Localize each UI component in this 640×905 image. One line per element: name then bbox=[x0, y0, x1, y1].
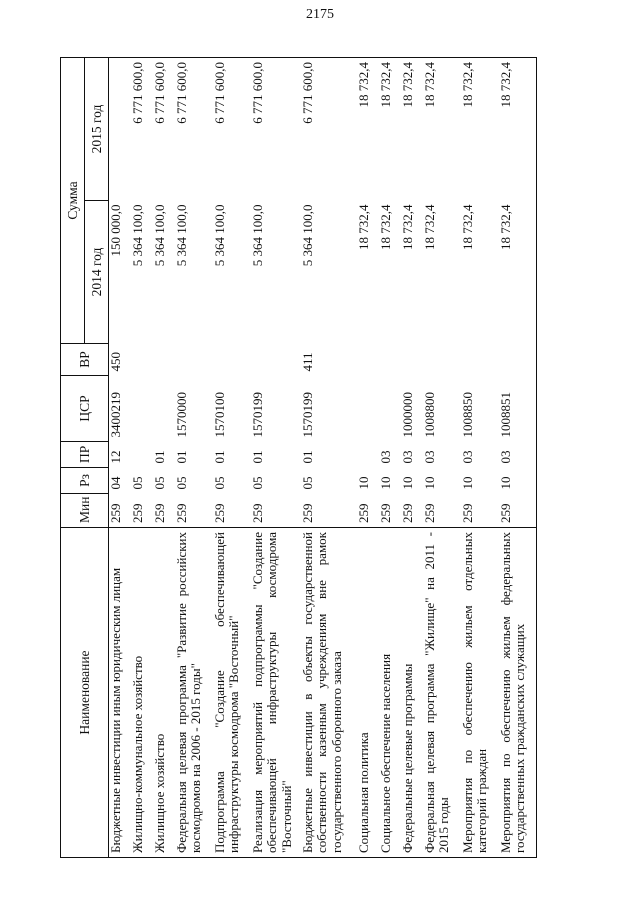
table-container bbox=[60, 58, 580, 858]
header-sum: Сумма bbox=[61, 57, 85, 343]
row-name: Реализация мероприятий подпрограммы "Создание обеспечивающей инфраструктуры космодрома "Восточный" bbox=[251, 528, 301, 858]
row-csr: 1008800 bbox=[421, 392, 437, 438]
row-vr bbox=[499, 344, 537, 376]
row-min: 259 bbox=[173, 503, 189, 523]
row-sum-2014: 5 364 100,0 bbox=[173, 204, 189, 267]
row-rz: 04 bbox=[108, 476, 123, 490]
row-min: 259 bbox=[459, 503, 475, 523]
row-rz: 05 bbox=[211, 476, 227, 490]
header-vr: ВР bbox=[61, 344, 109, 376]
row-rz: 10 bbox=[499, 468, 537, 494]
table-row bbox=[401, 57, 423, 857]
row-vr: 450 bbox=[108, 352, 123, 372]
row-name: Жилищно-коммунальное хозяйство bbox=[131, 528, 153, 858]
row-name: Бюджетные инвестиции в объекты государственной собственности казенным учреждениям вне рамок государственного оборонного заказа bbox=[301, 528, 357, 858]
table-row bbox=[357, 57, 379, 857]
row-sum-2015: 18 732,4 bbox=[401, 57, 423, 200]
row-sum-2015: 6 771 600,0 bbox=[213, 57, 251, 200]
row-min: 259 bbox=[421, 503, 437, 523]
row-sum-2015: 6 771 600,0 bbox=[153, 57, 175, 200]
row-rz: 10 bbox=[377, 476, 393, 490]
row-vr bbox=[131, 344, 153, 376]
table-row bbox=[251, 57, 301, 857]
row-sum-2015: 18 732,4 bbox=[461, 57, 499, 200]
row-pr: 01 bbox=[173, 450, 189, 464]
header-2014: 2014 год bbox=[85, 201, 109, 344]
row-name: Бюджетные инвестиции иным юридическим лицам bbox=[109, 528, 131, 858]
row-min: 259 bbox=[299, 503, 315, 523]
header-name: Наименование bbox=[61, 528, 109, 858]
row-name: Подпрограмма "Создание обеспечивающей инфраструктуры космодрома "Восточный" bbox=[213, 528, 251, 858]
row-min: 259 bbox=[355, 503, 371, 523]
row-sum-2015: 18 732,4 bbox=[379, 57, 401, 200]
row-vr: 411 bbox=[299, 352, 315, 372]
row-sum-2015: 18 732,4 bbox=[499, 57, 537, 200]
row-min: 259 bbox=[129, 503, 145, 523]
rotated-table-frame bbox=[60, 58, 580, 858]
table-row bbox=[153, 57, 175, 857]
table-row bbox=[131, 57, 153, 857]
row-sum-2014: 18 732,4 bbox=[355, 204, 371, 250]
row-min: 259 bbox=[151, 503, 167, 523]
header-rz: Рз bbox=[61, 468, 109, 494]
row-csr bbox=[357, 376, 379, 442]
row-sum-2015: 6 771 600,0 bbox=[251, 57, 301, 200]
row-name: Социальная политика bbox=[357, 528, 379, 858]
row-vr bbox=[461, 344, 499, 376]
row-sum-2015: 18 732,4 bbox=[357, 57, 379, 200]
row-csr bbox=[379, 376, 401, 442]
row-pr: 03 bbox=[399, 450, 415, 464]
row-min: 259 bbox=[249, 503, 265, 523]
row-name: Жилищное хозяйство bbox=[153, 528, 175, 858]
row-name: Мероприятия по обеспечению жильем отдельных категорий граждан bbox=[461, 528, 499, 858]
row-vr bbox=[251, 344, 301, 376]
row-sum-2015: 6 771 600,0 bbox=[175, 57, 213, 200]
table-row bbox=[423, 57, 461, 857]
row-pr: 03 bbox=[377, 450, 393, 464]
header-min: Мин bbox=[61, 494, 109, 528]
row-sum-2015: 6 771 600,0 bbox=[131, 57, 153, 200]
row-vr bbox=[357, 344, 379, 376]
row-pr bbox=[131, 442, 153, 468]
row-sum-2014: 5 364 100,0 bbox=[299, 204, 315, 267]
row-sum-2014: 18 732,4 bbox=[459, 204, 475, 250]
row-csr: 1570199 bbox=[299, 392, 315, 438]
table-row bbox=[175, 57, 213, 857]
row-min: 259 bbox=[108, 503, 123, 523]
budget-table bbox=[60, 57, 537, 858]
row-vr bbox=[379, 344, 401, 376]
row-vr bbox=[213, 344, 251, 376]
row-pr: 03 bbox=[421, 450, 437, 464]
row-name: Социальное обеспечение населения bbox=[379, 528, 401, 858]
row-min: 259 bbox=[499, 494, 537, 528]
row-sum-2014: 5 364 100,0 bbox=[151, 204, 167, 267]
row-sum-2014: 18 732,4 bbox=[377, 204, 393, 250]
row-rz: 05 bbox=[173, 476, 189, 490]
row-sum-2015: 6 771 600,0 bbox=[301, 57, 357, 200]
row-name: Федеральная целевая программа "Развитие российских космодромов на 2006 - 2015 годы" bbox=[175, 528, 213, 858]
table-row bbox=[213, 57, 251, 857]
header-2015: 2015 год bbox=[85, 57, 109, 200]
row-sum-2015 bbox=[109, 57, 131, 200]
row-pr: 01 bbox=[249, 450, 265, 464]
header-pr: ПР bbox=[61, 442, 109, 468]
row-sum-2014: 18 732,4 bbox=[421, 204, 437, 250]
row-rz: 10 bbox=[399, 476, 415, 490]
row-sum-2014: 5 364 100,0 bbox=[211, 204, 227, 267]
row-rz: 05 bbox=[151, 476, 167, 490]
row-rz: 10 bbox=[421, 476, 437, 490]
row-csr: 1570100 bbox=[211, 392, 227, 438]
row-rz: 05 bbox=[299, 476, 315, 490]
row-name: Мероприятия по обеспечению жильем федеральных государственных гражданских служащих bbox=[499, 528, 537, 858]
row-sum-2014: 18 732,4 bbox=[399, 204, 415, 250]
row-vr bbox=[423, 344, 461, 376]
row-csr: 1000000 bbox=[399, 392, 415, 438]
row-min: 259 bbox=[377, 503, 393, 523]
row-vr bbox=[175, 344, 213, 376]
row-sum-2014: 5 364 100,0 bbox=[249, 204, 265, 267]
row-sum-2014: 150 000,0 bbox=[108, 204, 123, 257]
row-csr: 3400219 bbox=[108, 392, 123, 438]
row-name: Федеральная целевая программа "Жилище" на 2011 - 2015 годы bbox=[423, 528, 461, 858]
table-row bbox=[461, 57, 499, 857]
row-pr: 01 bbox=[151, 450, 167, 464]
row-csr: 1008850 bbox=[459, 392, 475, 438]
row-csr bbox=[153, 376, 175, 442]
row-csr bbox=[131, 376, 153, 442]
table-row bbox=[301, 57, 357, 857]
row-csr: 1570000 bbox=[173, 392, 189, 438]
table-row bbox=[379, 57, 401, 857]
row-rz: 05 bbox=[249, 476, 265, 490]
table-body bbox=[109, 57, 537, 857]
row-pr bbox=[357, 442, 379, 468]
row-csr: 1570199 bbox=[249, 392, 265, 438]
row-rz: 10 bbox=[355, 476, 371, 490]
row-csr: 1008851 bbox=[499, 376, 537, 442]
row-pr: 01 bbox=[211, 450, 227, 464]
table-row bbox=[499, 57, 537, 857]
header-csr: ЦСР bbox=[61, 376, 109, 442]
row-pr: 03 bbox=[459, 450, 475, 464]
row-vr bbox=[153, 344, 175, 376]
row-sum-2015: 18 732,4 bbox=[423, 57, 461, 200]
row-min: 259 bbox=[211, 503, 227, 523]
row-pr: 03 bbox=[499, 442, 537, 468]
row-sum-2014: 18 732,4 bbox=[499, 201, 537, 344]
page-number: 2175 bbox=[306, 7, 334, 22]
row-vr bbox=[401, 344, 423, 376]
row-sum-2014: 5 364 100,0 bbox=[129, 204, 145, 267]
table-row bbox=[109, 57, 131, 857]
row-pr: 01 bbox=[299, 450, 315, 464]
row-min: 259 bbox=[399, 503, 415, 523]
row-pr: 12 bbox=[108, 450, 123, 464]
row-rz: 10 bbox=[459, 476, 475, 490]
row-rz: 05 bbox=[129, 476, 145, 490]
row-name: Федеральные целевые программы bbox=[401, 528, 423, 858]
